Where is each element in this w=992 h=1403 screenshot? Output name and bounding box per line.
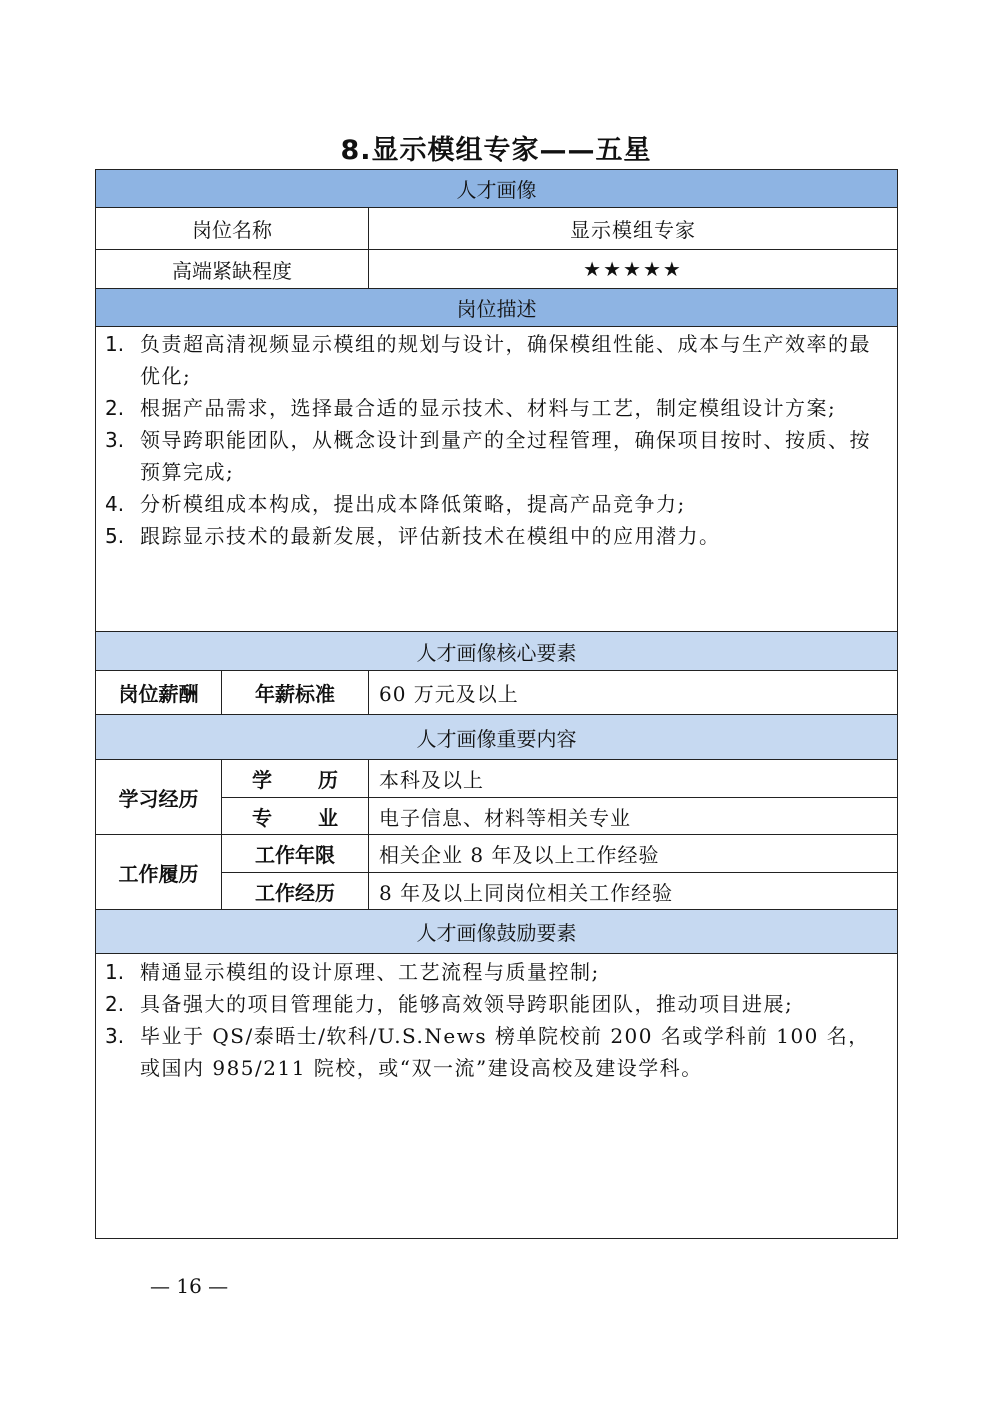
list-item: 1. 负责超高清视频显示模组的规划与设计，确保模组性能、成本与生产效率的最优化; — [105, 332, 871, 388]
degree-label: 学 历 — [221, 760, 368, 797]
work-block — [96, 834, 897, 909]
portrait-header: 人才画像 — [96, 170, 897, 207]
major-label: 专 业 — [221, 798, 368, 835]
description-section — [96, 326, 897, 631]
page-title: 8.显示模组专家——五星 — [340, 135, 652, 166]
work-years-value: 相关企业 8 年及以上工作经验 — [368, 835, 897, 872]
work-exp-label: 工作经历 — [221, 873, 368, 910]
encourage-header: 人才画像鼓励要素 — [96, 909, 897, 953]
list-item: 2. 根据产品需求，选择最合适的显示技术、材料与工艺，制定模组设计方案; — [105, 396, 837, 420]
description-list — [96, 328, 897, 552]
position-name-label: 岗位名称 — [192, 218, 272, 242]
work-exp-value: 8 年及以上同岗位相关工作经验 — [368, 873, 897, 910]
degree-value: 本科及以上 — [368, 760, 897, 797]
major-value: 电子信息、材料等相关专业 — [368, 798, 897, 835]
list-item: 5. 跟踪显示技术的最新发展，评估新技术在模组中的应用潜力。 — [105, 524, 721, 548]
major-row — [221, 797, 897, 835]
list-item: 2. 具备强大的项目管理能力，能够高效领导跨职能团队，推动项目进展; — [105, 992, 794, 1016]
work-label: 工作履历 — [118, 861, 199, 886]
page-number: — 16 — — [150, 1274, 229, 1298]
core-header: 人才画像核心要素 — [96, 631, 897, 670]
salary-value: 60 万元及以上 — [368, 671, 897, 714]
scarcity-stars: ★★★★★ — [368, 250, 897, 288]
list-item: 4. 分析模组成本构成，提出成本降低策略，提高产品竞争力; — [105, 492, 686, 516]
salary-row — [96, 670, 897, 714]
salary-label: 岗位薪酬 — [118, 682, 199, 706]
list-item: 1. 精通显示模组的设计原理、工艺流程与质量控制; — [105, 960, 600, 984]
work-exp-row — [221, 872, 897, 910]
work-years-label: 工作年限 — [221, 835, 368, 872]
encourage-section — [96, 953, 897, 1239]
encourage-list — [96, 956, 897, 1084]
list-item: 3. 毕业于 QS/泰晤士/软科/U.S.News 榜单院校前 200 名或学科前 100 名，或国内 985/211 院校，或“双一流”建设高校及建设学科。 — [105, 1024, 870, 1080]
talent-profile-table — [95, 169, 898, 1239]
list-item: 3. 领导跨职能团队，从概念设计到量产的全过程管理，确保项目按时、按质、按预算完成; — [105, 428, 871, 484]
scarcity-row — [96, 249, 897, 288]
study-block — [96, 759, 897, 834]
degree-row — [221, 760, 897, 797]
salary-sub-label: 年薪标准 — [221, 671, 368, 714]
description-header: 岗位描述 — [96, 288, 897, 326]
study-label: 学习经历 — [118, 786, 199, 811]
scarcity-label: 高端紧缺程度 — [172, 258, 292, 283]
position-name-value: 显示模组专家 — [368, 208, 897, 249]
important-header: 人才画像重要内容 — [96, 714, 897, 759]
position-name-row — [96, 207, 897, 249]
work-years-row — [221, 835, 897, 872]
